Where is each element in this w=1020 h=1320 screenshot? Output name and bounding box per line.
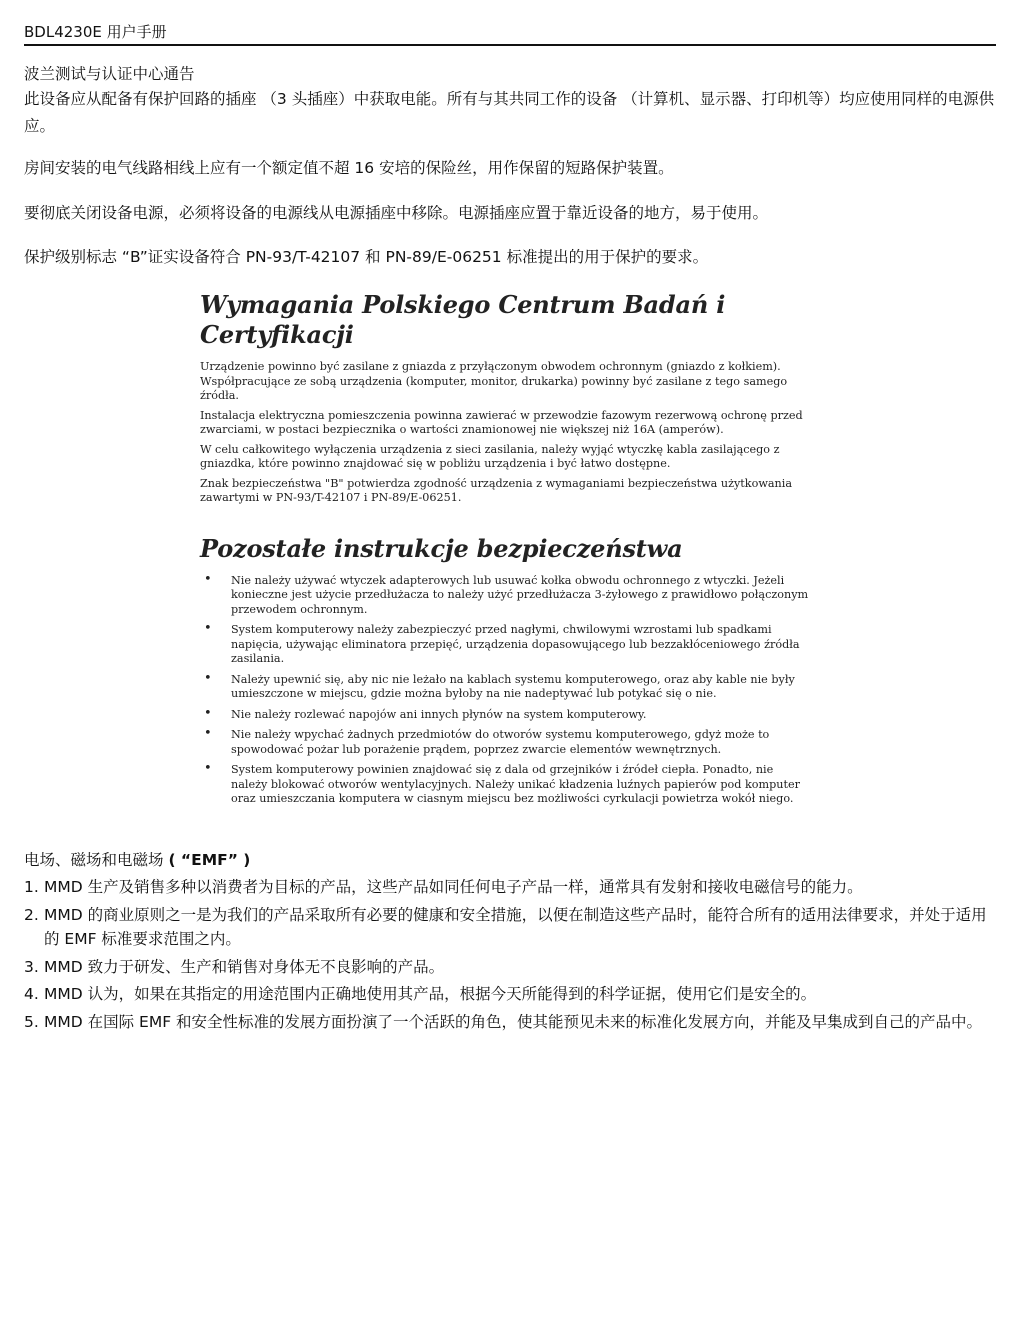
list-item xyxy=(24,955,999,980)
emf-title-tag: ( “EMF” ) xyxy=(168,851,251,869)
emf-list xyxy=(24,875,999,1037)
polish-title: Wymagania Polskiego Centrum Badań i Certyfikacji xyxy=(200,290,726,349)
item-text: MMD 认为，如果在其指定的用途范围内正确地使用其产品，根据今天所能得到的科学证据，使用它们是安全的。 xyxy=(44,985,817,1003)
list-item-text: Nie należy używać wtyczek adapterowych lub usuwać kołka obwodu ochronnego z wtyczki. Jeżeli konieczne jest użycie przedłużacza to należy użyć przedłużacza 3-żyłowego z prawidłowo połączonym przewodem ochronnym. xyxy=(231,573,809,616)
bullet-icon: • xyxy=(204,705,212,721)
item-number: 1. xyxy=(24,878,39,896)
list-item xyxy=(24,982,999,1007)
list-item xyxy=(24,903,999,952)
list-item-text: System komputerowy należy zabezpieczyć przed nagłymi, chwilowymi wzrostami lub spadkami napięcia, używając eliminatora przepięć, urządzenia dopasowującego lub bezzakłóceniowego źródła zasilania. xyxy=(231,623,800,665)
list-item-text: System komputerowy powinien znajdować się z dala od grzejników i źródeł ciepła. Ponadto, nie należy blokować otworów wentylacyjnych. Należy unikać kładzenia luźnych papierów pod komputer oraz umieszczania komputera w ciasnym miejscu bez możliwości cyrkulacji powietrza wokół niego. xyxy=(231,763,800,805)
list-item xyxy=(24,1010,999,1035)
polish-paragraph: Znak bezpieczeństwa "B" potwierdza zgodność urządzenia z wymaganiami bezpieczeństwa użytkowania zawartymi w PN-93/T-42107 i PN-89/E-06251. xyxy=(200,476,793,504)
item-number: 2. xyxy=(24,905,39,924)
bullet-icon: • xyxy=(204,571,212,587)
item-text: MMD 的商业原则之一是为我们的产品采取所有必要的健康和安全措施，以便在制造这些产品时，能符合所有的适用法律要求，并处于适用的 EMF 标准要求范围之内。 xyxy=(44,905,987,948)
list-item-text: Nie należy rozlewać napojów ani innych płynów na system komputerowy. xyxy=(231,707,647,721)
section-title: 波兰测试与认证中心通告 xyxy=(24,65,195,83)
polish-paragraph: Urządzenie powinno być zasilane z gniazda z przyłączonym obwodem ochronnym (gniazdo z kołkiem). Współpracujące ze sobą urządzenia (komputer, monitor, drukarka) powinny być zasilane z tego samego źródła. xyxy=(200,360,788,402)
polish-safety-title: Pozostałe instrukcje bezpieczeństwa xyxy=(200,533,683,563)
polish-paragraph: Instalacja elektryczna pomieszczenia powinna zawierać w przewodzie fazowym rezerwową ochronę przed zwarciami, w postaci bezpiecznika o wartości znamionowej nie większej niż 16A (amperów). xyxy=(200,408,803,436)
emf-section-title xyxy=(24,847,250,873)
list-item xyxy=(200,763,810,807)
paragraph-power-off: 要彻底关闭设备电源，必须将设备的电源线从电源插座中移除。电源插座应置于靠近设备的地方，易于使用。 xyxy=(24,204,769,222)
list-item xyxy=(200,705,810,723)
paragraph-b-mark: 保护级别标志 “B”证实设备符合 PN-93/T-42107 和 PN-89/E-06251 标准提出的用于保护的要求。 xyxy=(24,248,709,266)
item-text: MMD 生产及销售多种以消费者为目标的产品，这些产品如同任何电子产品一样，通常具有发射和接收电磁信号的能力。 xyxy=(44,878,863,896)
list-item xyxy=(200,728,810,757)
item-number: 4. xyxy=(24,985,39,1003)
polish-notice-image xyxy=(200,290,810,813)
polish-safety-list xyxy=(200,571,810,807)
paragraph-power-source: 此设备应从配备有保护回路的插座 （3 头插座）中获取电能。所有与其共同工作的设备 （计算机、显示器、打印机等）均应使用同样的电源供应。 xyxy=(24,90,995,135)
paragraph-fuse: 房间安装的电气线路相线上应有一个额定值不超 16 安培的保险丝，用作保留的短路保护装置。 xyxy=(24,159,674,177)
bullet-icon: • xyxy=(204,726,212,741)
bullet-icon: • xyxy=(204,670,212,686)
page-header: BDL4230E 用户手册 xyxy=(24,22,996,46)
list-item-text: Nie należy wpychać żadnych przedmiotów do otworów systemu komputerowego, gdyż może to spowodować pożar lub porażenie prądem, poprzez zwarcie elementów wewnętrznych. xyxy=(231,728,770,756)
list-item xyxy=(200,571,810,618)
list-item-text: Należy upewnić się, aby nic nie leżało na kablach systemu komputerowego, oraz aby kable nie były umieszczone w miejscu, gdzie można byłoby na nie nadeptywać lub potykać się o nie. xyxy=(231,672,795,700)
list-item xyxy=(200,623,810,667)
list-item xyxy=(200,670,810,702)
emf-title-text: 电场、磁场和电磁场 xyxy=(24,851,164,869)
item-number: 3. xyxy=(24,957,39,976)
item-text: MMD 致力于研发、生产和销售对身体无不良影响的产品。 xyxy=(44,957,445,976)
polish-paragraph: W celu całkowitego wyłączenia urządzenia z sieci zasilania, należy wyjąć wtyczkę kabla zasilającego z gniazdka, które powinno znajdować się w pobliżu urządzenia i być łatwo dostępne. xyxy=(200,442,780,470)
list-item xyxy=(24,875,999,900)
item-number: 5. xyxy=(24,1012,39,1031)
bullet-icon: • xyxy=(204,761,212,776)
bullet-icon: • xyxy=(204,621,212,636)
item-text: MMD 在国际 EMF 和安全性标准的发展方面扮演了一个活跃的角色，使其能预见未来的标准化发展方向，并能及早集成到自己的产品中。 xyxy=(44,1012,983,1031)
